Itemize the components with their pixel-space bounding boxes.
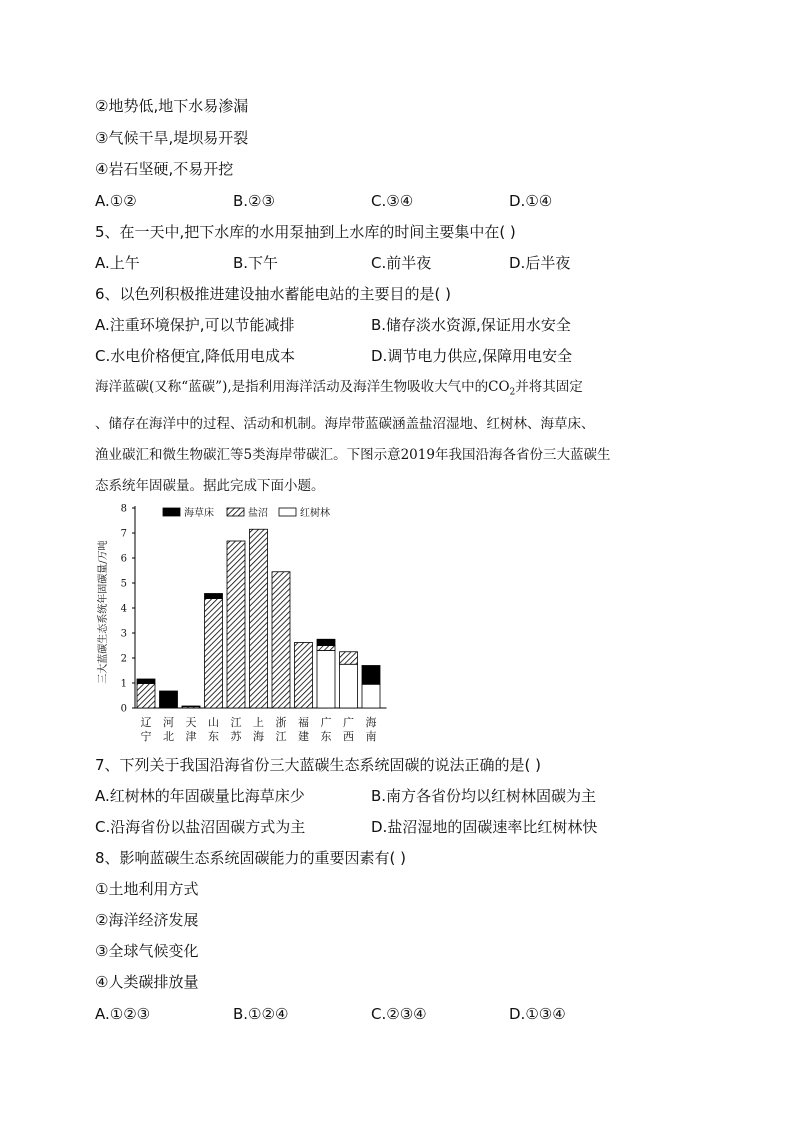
x-tick-label: 广 [343, 716, 354, 729]
bar-盐沼 [317, 646, 335, 651]
bar-盐沼 [340, 652, 358, 665]
x-tick-label: 东 [208, 730, 219, 743]
passage-line-2: 、储存在海洋中的过程、活动和机制。海岸带蓝碳涵盖盐沼湿地、红树林、海草床、 [95, 415, 595, 432]
bar-红树林 [340, 664, 358, 708]
bar-海草床 [137, 679, 155, 684]
bar-盐沼 [295, 643, 313, 709]
q6-option-a[interactable]: A.注重环境保护,可以节能减排 [95, 316, 295, 334]
y-axis-label: 三大蓝碳生态系统年固碳量/万吨 [98, 540, 109, 684]
q4-option-d[interactable]: D.①④ [509, 192, 553, 210]
legend-label: 海草床 [184, 508, 214, 519]
bar-盐沼 [205, 599, 223, 709]
q6-option-d[interactable]: D.调节电力供应,保障用电安全 [371, 347, 573, 365]
q7-stem: 7、下列关于我国沿海省份三大蓝碳生态系统固碳的说法正确的是( ) [95, 756, 542, 774]
q8-option-d[interactable]: D.①③④ [509, 1005, 566, 1023]
passage-line-1-post: 并将其固定 [515, 379, 583, 395]
legend-swatch [279, 508, 296, 516]
x-tick-label: 北 [163, 730, 174, 743]
bars [137, 529, 380, 708]
q4-option-a[interactable]: A.①② [95, 192, 137, 210]
q8-option-c[interactable]: C.②③④ [371, 1005, 427, 1023]
y-tick-label: 1 [120, 678, 127, 690]
q6-option-b[interactable]: B.储存淡水资源,保证用水安全 [371, 316, 571, 334]
bar-红树林 [317, 651, 335, 709]
q7-option-c[interactable]: C.沿海省份以盐沼固碳方式为主 [95, 818, 306, 836]
y-tick-label: 5 [120, 578, 127, 590]
x-tick-label: 福 [298, 716, 309, 729]
y-tick-label: 7 [120, 528, 127, 540]
passage [95, 372, 705, 502]
legend [163, 506, 330, 519]
x-tick-label: 辽 [140, 716, 152, 729]
passage-line-1-pre: 海洋蓝碳(又称“蓝碳”),是指利用海洋活动及海洋生物吸收大气中的CO [95, 379, 510, 395]
x-tick-labels [141, 715, 377, 743]
q8-item-1: ①土地利用方式 [95, 880, 199, 898]
q4-item-3: ③气候干旱,堤坝易开裂 [95, 129, 249, 147]
q8-item-4: ④人类碳排放量 [95, 973, 199, 991]
x-tick-label: 广 [320, 716, 332, 729]
x-tick-label: 南 [365, 730, 377, 743]
y-tick-label: 3 [120, 628, 127, 640]
q5-stem: 5、在一天中,把下水库的水用泵抽到上水库的时间主要集中在( ) [95, 223, 516, 241]
x-tick-label: 江 [275, 730, 287, 743]
bar-盐沼 [272, 572, 290, 708]
q5-option-b[interactable]: B.下午 [233, 254, 279, 272]
x-tick-label: 海 [253, 730, 264, 743]
co2-subscript: 2 [509, 387, 516, 398]
q5-option-a[interactable]: A.上午 [95, 254, 140, 272]
x-tick-label: 西 [343, 730, 354, 743]
q5-option-d[interactable]: D.后半夜 [509, 254, 571, 272]
x-tick-label: 上 [253, 716, 264, 729]
x-tick-label: 河 [163, 716, 174, 729]
q4-option-c[interactable]: C.③④ [371, 192, 414, 210]
q4-option-b[interactable]: B.②③ [233, 192, 275, 210]
q7-option-d[interactable]: D.盐沼湿地的固碳速率比红树林快 [371, 818, 598, 836]
x-tick-label: 海 [365, 716, 377, 729]
y-tick-label: 0 [120, 703, 127, 715]
q8-item-3: ③全球气候变化 [95, 942, 199, 960]
q5-option-c[interactable]: C.前半夜 [371, 254, 432, 272]
bar-海草床 [205, 594, 223, 599]
q7-option-b[interactable]: B.南方各省份均以红树林固碳为主 [371, 787, 597, 805]
y-tick-label: 2 [120, 653, 127, 665]
q6-option-c[interactable]: C.水电价格便宜,降低用电成本 [95, 347, 296, 365]
x-tick-label: 建 [298, 730, 309, 743]
q8-item-2: ②海洋经济发展 [95, 911, 199, 929]
q8-option-b[interactable]: B.①②④ [233, 1005, 289, 1023]
q6-stem: 6、以色列积极推进建设抽水蓄能电站的主要目的是( ) [95, 285, 452, 303]
x-tick-label: 天 [185, 716, 197, 729]
passage-line-3: 渔业碳汇和微生物碳汇等5类海岸带碳汇。下图示意2019年我国沿海各省份三大蓝碳生 [95, 446, 611, 463]
q4-item-2: ②地势低,地下水易渗漏 [95, 97, 249, 115]
legend-swatch [163, 508, 180, 516]
bar-海草床 [182, 706, 200, 707]
bar-海草床 [362, 666, 380, 685]
q8-stem: 8、影响蓝碳生态系统固碳能力的重要因素有( ) [95, 849, 407, 867]
legend-label: 红树林 [300, 508, 330, 519]
blue-carbon-chart [95, 500, 395, 750]
x-tick-label: 东 [320, 730, 332, 743]
x-tick-label: 宁 [140, 730, 152, 743]
bar-盐沼 [137, 684, 155, 709]
bar-盐沼 [250, 529, 268, 708]
x-tick-label: 津 [185, 730, 197, 743]
q4-item-4: ④岩石坚硬,不易开挖 [95, 160, 234, 178]
bar-海草床 [160, 691, 178, 708]
y-tick-label: 4 [120, 603, 127, 615]
passage-line-4: 态系统年固碳量。据此完成下面小题。 [95, 477, 325, 494]
x-tick-label: 江 [230, 716, 242, 729]
passage-line-1 [95, 372, 705, 409]
y-tick-label: 6 [120, 553, 127, 565]
bar-红树林 [362, 684, 380, 708]
q7-option-a[interactable]: A.红树林的年固碳量比海草床少 [95, 787, 305, 805]
bar-海草床 [317, 639, 335, 645]
q8-option-a[interactable]: A.①②③ [95, 1005, 151, 1023]
bar-盐沼 [227, 541, 245, 708]
x-tick-label: 山 [208, 716, 219, 729]
y-tick-label: 8 [120, 503, 127, 515]
legend-label: 盐沼 [248, 508, 268, 519]
x-tick-label: 浙 [275, 716, 287, 729]
x-tick-label: 苏 [230, 730, 242, 743]
legend-swatch [227, 508, 244, 516]
